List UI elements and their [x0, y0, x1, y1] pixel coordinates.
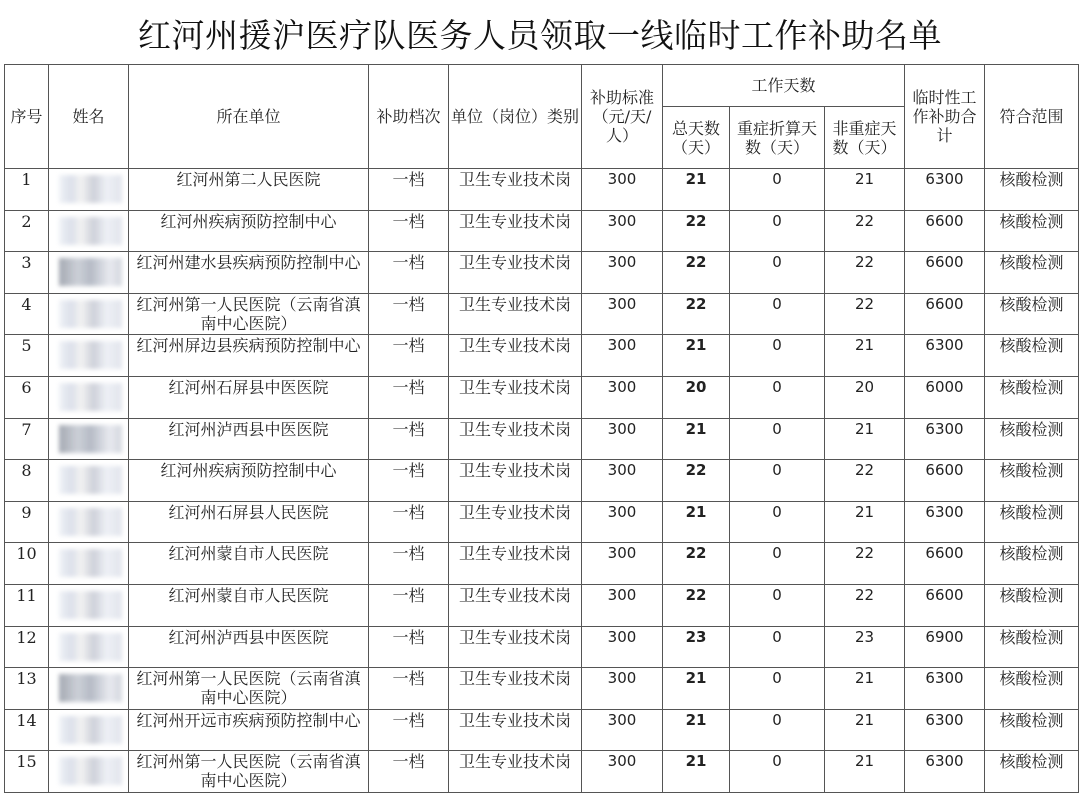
redacted-name	[59, 757, 122, 785]
non-severe-days-cell: 21	[825, 335, 905, 377]
seq-cell: 7	[5, 418, 49, 460]
header-work-days: 工作天数	[663, 65, 905, 107]
name-cell	[49, 376, 129, 418]
redacted-name	[59, 175, 122, 203]
unit-cell: 红河州第二人民医院	[129, 169, 369, 211]
unit-cell: 红河州石屏县人民医院	[129, 501, 369, 543]
category-cell: 卫生专业技术岗	[449, 376, 582, 418]
grade-cell: 一档	[369, 751, 449, 793]
scope-cell: 核酸检测	[985, 668, 1079, 710]
seq-cell: 1	[5, 169, 49, 211]
redacted-name	[59, 674, 122, 702]
table-row	[5, 293, 1079, 335]
subsidy-cell: 6600	[905, 210, 985, 252]
category-cell: 卫生专业技术岗	[449, 252, 582, 294]
header-non-severe-days: 非重症天数（天）	[825, 107, 905, 169]
table-row	[5, 418, 1079, 460]
standard-cell: 300	[582, 252, 663, 294]
subsidy-cell: 6300	[905, 418, 985, 460]
redacted-name	[59, 341, 122, 369]
category-cell: 卫生专业技术岗	[449, 501, 582, 543]
subsidy-cell: 6300	[905, 501, 985, 543]
table-row	[5, 501, 1079, 543]
total-days-cell: 22	[663, 584, 730, 626]
unit-cell: 红河州泸西县中医医院	[129, 626, 369, 668]
severe-days-cell: 0	[730, 709, 825, 751]
non-severe-days-cell: 21	[825, 668, 905, 710]
non-severe-days-cell: 22	[825, 584, 905, 626]
grade-cell: 一档	[369, 626, 449, 668]
seq-cell: 5	[5, 335, 49, 377]
table-row	[5, 169, 1079, 211]
unit-cell: 红河州泸西县中医医院	[129, 418, 369, 460]
total-days-cell: 22	[663, 460, 730, 502]
severe-days-cell: 0	[730, 626, 825, 668]
non-severe-days-cell: 21	[825, 709, 905, 751]
severe-days-cell: 0	[730, 584, 825, 626]
scope-cell: 核酸检测	[985, 543, 1079, 585]
non-severe-days-cell: 22	[825, 543, 905, 585]
header-standard: 补助标准（元/天/人）	[582, 65, 663, 169]
name-cell	[49, 501, 129, 543]
scope-cell: 核酸检测	[985, 626, 1079, 668]
standard-cell: 300	[582, 668, 663, 710]
severe-days-cell: 0	[730, 418, 825, 460]
non-severe-days-cell: 22	[825, 210, 905, 252]
grade-cell: 一档	[369, 584, 449, 626]
name-cell	[49, 293, 129, 335]
redacted-name	[59, 383, 122, 411]
category-cell: 卫生专业技术岗	[449, 584, 582, 626]
total-days-cell: 21	[663, 418, 730, 460]
standard-cell: 300	[582, 751, 663, 793]
header-scope: 符合范围	[985, 65, 1079, 169]
header-grade: 补助档次	[369, 65, 449, 169]
table-row	[5, 751, 1079, 793]
non-severe-days-cell: 22	[825, 293, 905, 335]
severe-days-cell: 0	[730, 252, 825, 294]
unit-cell: 红河州蒙自市人民医院	[129, 543, 369, 585]
standard-cell: 300	[582, 626, 663, 668]
severe-days-cell: 0	[730, 169, 825, 211]
scope-cell: 核酸检测	[985, 376, 1079, 418]
seq-cell: 14	[5, 709, 49, 751]
grade-cell: 一档	[369, 169, 449, 211]
seq-cell: 4	[5, 293, 49, 335]
non-severe-days-cell: 21	[825, 501, 905, 543]
header-row-1	[5, 65, 1079, 107]
category-cell: 卫生专业技术岗	[449, 626, 582, 668]
subsidy-cell: 6300	[905, 668, 985, 710]
scope-cell: 核酸检测	[985, 460, 1079, 502]
subsidy-cell: 6600	[905, 584, 985, 626]
severe-days-cell: 0	[730, 501, 825, 543]
subsidy-cell: 6600	[905, 293, 985, 335]
scope-cell: 核酸检测	[985, 210, 1079, 252]
category-cell: 卫生专业技术岗	[449, 668, 582, 710]
unit-cell: 红河州疾病预防控制中心	[129, 460, 369, 502]
redacted-name	[59, 591, 122, 619]
total-days-cell: 21	[663, 501, 730, 543]
subsidy-cell: 6300	[905, 709, 985, 751]
severe-days-cell: 0	[730, 293, 825, 335]
seq-cell: 3	[5, 252, 49, 294]
table-row	[5, 376, 1079, 418]
scope-cell: 核酸检测	[985, 709, 1079, 751]
standard-cell: 300	[582, 460, 663, 502]
standard-cell: 300	[582, 709, 663, 751]
header-subsidy-total: 临时性工作补助合计	[905, 65, 985, 169]
category-cell: 卫生专业技术岗	[449, 460, 582, 502]
scope-cell: 核酸检测	[985, 293, 1079, 335]
name-cell	[49, 751, 129, 793]
name-cell	[49, 418, 129, 460]
page-title: 红河州援沪医疗队医务人员领取一线临时工作补助名单	[138, 15, 942, 55]
table-row	[5, 210, 1079, 252]
name-cell	[49, 210, 129, 252]
total-days-cell: 22	[663, 543, 730, 585]
unit-cell: 红河州第一人民医院（云南省滇南中心医院）	[129, 751, 369, 793]
total-days-cell: 21	[663, 169, 730, 211]
name-cell	[49, 709, 129, 751]
header-category: 单位（岗位）类别	[449, 65, 582, 169]
unit-cell: 红河州石屏县中医医院	[129, 376, 369, 418]
non-severe-days-cell: 22	[825, 460, 905, 502]
grade-cell: 一档	[369, 335, 449, 377]
non-severe-days-cell: 23	[825, 626, 905, 668]
severe-days-cell: 0	[730, 210, 825, 252]
non-severe-days-cell: 21	[825, 169, 905, 211]
name-cell	[49, 626, 129, 668]
total-days-cell: 22	[663, 210, 730, 252]
grade-cell: 一档	[369, 418, 449, 460]
category-cell: 卫生专业技术岗	[449, 751, 582, 793]
severe-days-cell: 0	[730, 376, 825, 418]
subsidy-cell: 6300	[905, 751, 985, 793]
total-days-cell: 21	[663, 709, 730, 751]
standard-cell: 300	[582, 501, 663, 543]
grade-cell: 一档	[369, 709, 449, 751]
unit-cell: 红河州屏边县疾病预防控制中心	[129, 335, 369, 377]
name-cell	[49, 668, 129, 710]
non-severe-days-cell: 22	[825, 252, 905, 294]
seq-cell: 2	[5, 210, 49, 252]
table-body	[5, 169, 1079, 793]
scope-cell: 核酸检测	[985, 252, 1079, 294]
redacted-name	[59, 258, 122, 286]
standard-cell: 300	[582, 376, 663, 418]
header-severe-days: 重症折算天数（天）	[730, 107, 825, 169]
non-severe-days-cell: 21	[825, 418, 905, 460]
grade-cell: 一档	[369, 293, 449, 335]
header-total-days: 总天数（天）	[663, 107, 730, 169]
grade-cell: 一档	[369, 210, 449, 252]
redacted-name	[59, 508, 122, 536]
name-cell	[49, 543, 129, 585]
category-cell: 卫生专业技术岗	[449, 210, 582, 252]
seq-cell: 9	[5, 501, 49, 543]
subsidy-cell: 6600	[905, 543, 985, 585]
standard-cell: 300	[582, 210, 663, 252]
subsidy-cell: 6900	[905, 626, 985, 668]
severe-days-cell: 0	[730, 668, 825, 710]
category-cell: 卫生专业技术岗	[449, 709, 582, 751]
seq-cell: 8	[5, 460, 49, 502]
subsidy-cell: 6000	[905, 376, 985, 418]
table-row	[5, 668, 1079, 710]
unit-cell: 红河州第一人民医院（云南省滇南中心医院）	[129, 668, 369, 710]
standard-cell: 300	[582, 418, 663, 460]
non-severe-days-cell: 20	[825, 376, 905, 418]
standard-cell: 300	[582, 293, 663, 335]
category-cell: 卫生专业技术岗	[449, 293, 582, 335]
seq-cell: 6	[5, 376, 49, 418]
total-days-cell: 20	[663, 376, 730, 418]
standard-cell: 300	[582, 584, 663, 626]
name-cell	[49, 169, 129, 211]
standard-cell: 300	[582, 169, 663, 211]
seq-cell: 12	[5, 626, 49, 668]
table-row	[5, 584, 1079, 626]
name-cell	[49, 584, 129, 626]
header-unit: 所在单位	[129, 65, 369, 169]
grade-cell: 一档	[369, 501, 449, 543]
unit-cell: 红河州蒙自市人民医院	[129, 584, 369, 626]
seq-cell: 15	[5, 751, 49, 793]
severe-days-cell: 0	[730, 543, 825, 585]
scope-cell: 核酸检测	[985, 335, 1079, 377]
standard-cell: 300	[582, 335, 663, 377]
grade-cell: 一档	[369, 668, 449, 710]
table-row	[5, 335, 1079, 377]
unit-cell: 红河州第一人民医院（云南省滇南中心医院）	[129, 293, 369, 335]
table-row	[5, 543, 1079, 585]
redacted-name	[59, 716, 122, 744]
scope-cell: 核酸检测	[985, 584, 1079, 626]
redacted-name	[59, 549, 122, 577]
non-severe-days-cell: 21	[825, 751, 905, 793]
unit-cell: 红河州开远市疾病预防控制中心	[129, 709, 369, 751]
redacted-name	[59, 300, 122, 328]
scope-cell: 核酸检测	[985, 169, 1079, 211]
subsidy-cell: 6300	[905, 335, 985, 377]
seq-cell: 13	[5, 668, 49, 710]
severe-days-cell: 0	[730, 460, 825, 502]
name-cell	[49, 252, 129, 294]
total-days-cell: 21	[663, 335, 730, 377]
header-name: 姓名	[49, 65, 129, 169]
redacted-name	[59, 425, 122, 453]
unit-cell: 红河州疾病预防控制中心	[129, 210, 369, 252]
seq-cell: 11	[5, 584, 49, 626]
total-days-cell: 21	[663, 751, 730, 793]
total-days-cell: 22	[663, 293, 730, 335]
severe-days-cell: 0	[730, 751, 825, 793]
unit-cell: 红河州建水县疾病预防控制中心	[129, 252, 369, 294]
header-seq: 序号	[5, 65, 49, 169]
subsidy-cell: 6600	[905, 460, 985, 502]
subsidy-cell: 6300	[905, 169, 985, 211]
total-days-cell: 23	[663, 626, 730, 668]
redacted-name	[59, 633, 122, 661]
redacted-name	[59, 466, 122, 494]
subsidy-cell: 6600	[905, 252, 985, 294]
grade-cell: 一档	[369, 543, 449, 585]
grade-cell: 一档	[369, 252, 449, 294]
subsidy-table	[4, 64, 1079, 793]
category-cell: 卫生专业技术岗	[449, 543, 582, 585]
category-cell: 卫生专业技术岗	[449, 169, 582, 211]
grade-cell: 一档	[369, 460, 449, 502]
table-row	[5, 626, 1079, 668]
scope-cell: 核酸检测	[985, 418, 1079, 460]
seq-cell: 10	[5, 543, 49, 585]
total-days-cell: 21	[663, 668, 730, 710]
table-row	[5, 460, 1079, 502]
redacted-name	[59, 217, 122, 245]
grade-cell: 一档	[369, 376, 449, 418]
scope-cell: 核酸检测	[985, 501, 1079, 543]
category-cell: 卫生专业技术岗	[449, 335, 582, 377]
table-row	[5, 709, 1079, 751]
category-cell: 卫生专业技术岗	[449, 418, 582, 460]
name-cell	[49, 335, 129, 377]
scope-cell: 核酸检测	[985, 751, 1079, 793]
name-cell	[49, 460, 129, 502]
standard-cell: 300	[582, 543, 663, 585]
severe-days-cell: 0	[730, 335, 825, 377]
total-days-cell: 22	[663, 252, 730, 294]
table-row	[5, 252, 1079, 294]
